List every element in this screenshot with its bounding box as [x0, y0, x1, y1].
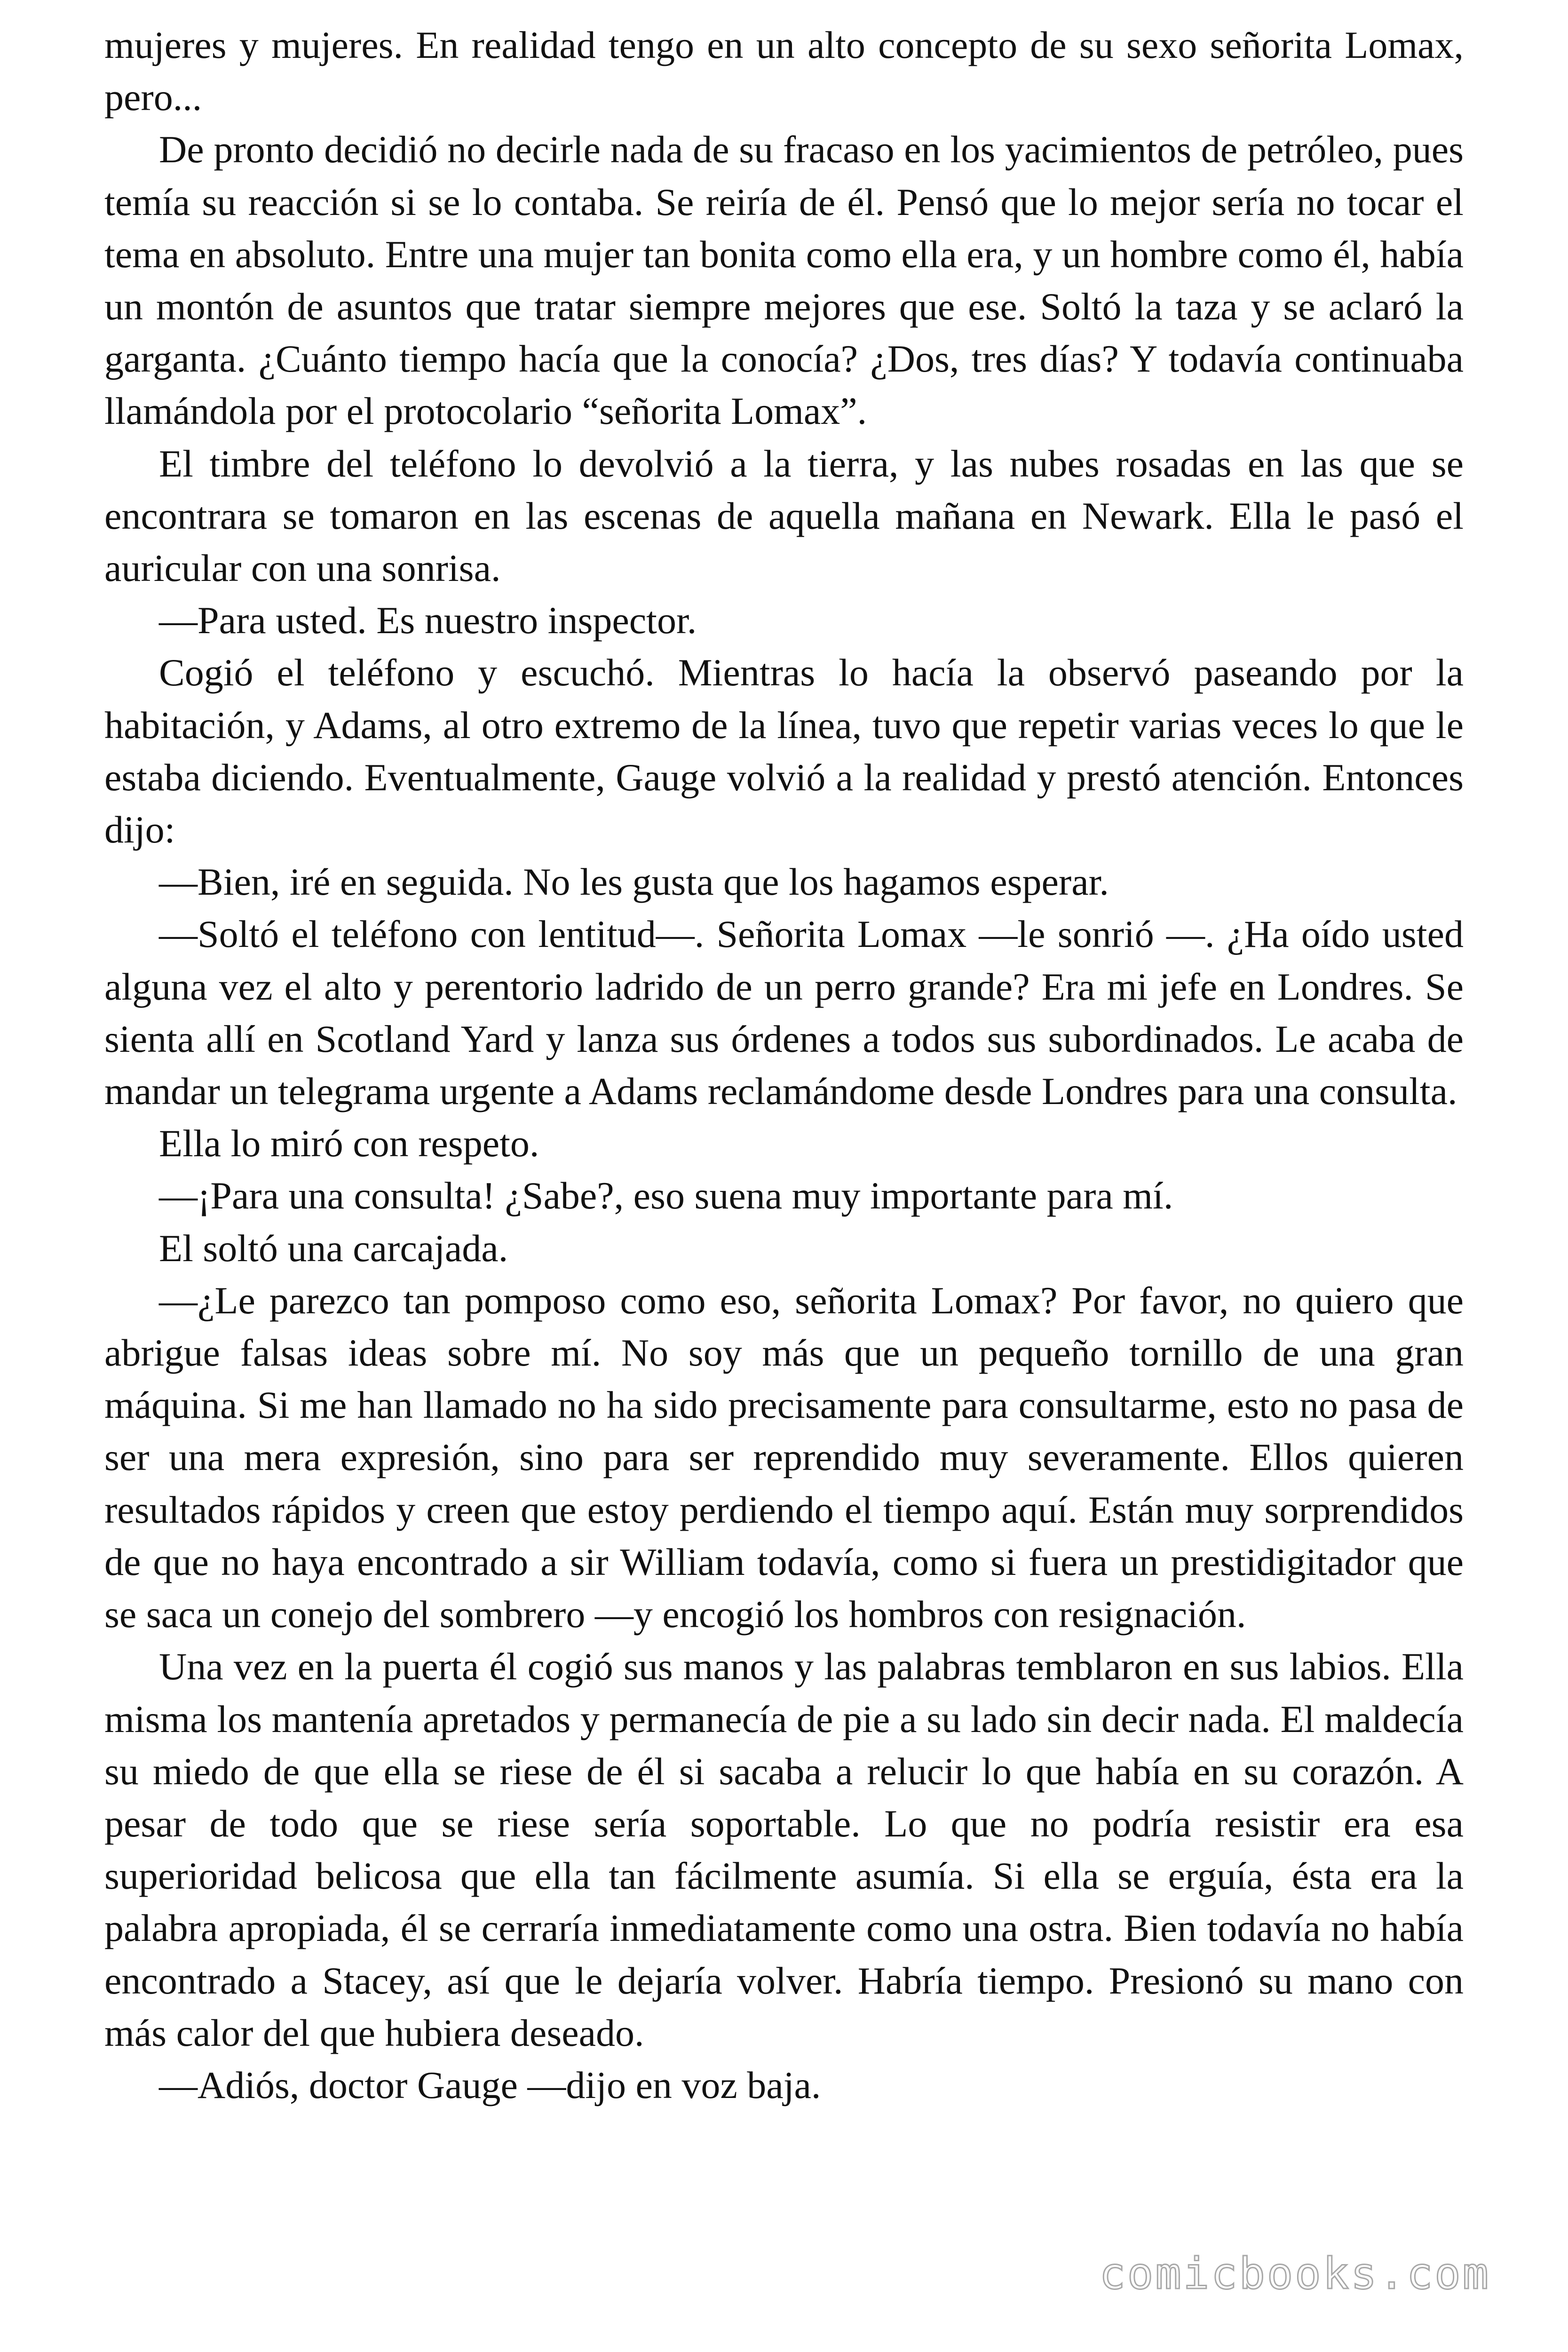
paragraph: El timbre del teléfono lo devolvió a la tierra, y las nubes rosadas en las que se encontrara se tomaron en las escenas de aquella mañana en Newark. Ella le pasó el auricular con una sonrisa.: [104, 442, 1464, 590]
paragraph: Cogió el teléfono y escuchó. Mientras lo hacía la observó paseando por la habitación, y Adams, al otro extremo de la línea, tuvo que repetir varias veces lo que le estaba diciendo. Eventualmente, Gauge volvió a la realidad y prestó atención. Entonces dijo:: [104, 651, 1464, 851]
dialogue-line: —Adiós, doctor Gauge —dijo en voz baja.: [159, 2063, 821, 2106]
paragraph: De pronto decidió no decirle nada de su fracaso en los yacimientos de petróleo, pues temía su reacción si se lo contaba. Se reiría de él. Pensó que lo mejor sería no tocar el tema en absoluto. Entre una mujer tan bonita como ella era, y un hombre como él, había un montón de asuntos que tratar siempre mejores que ese. Soltó la taza y se aclaró la garganta. ¿Cuánto tiempo hacía que la conocía? ¿Dos, tres días? Y todavía continuaba llamándola por el protocolario “señorita Lomax”.: [104, 128, 1464, 433]
paragraph: El soltó una carcajada.: [159, 1226, 508, 1270]
dialogue-line: —Para usted. Es nuestro inspector.: [159, 599, 697, 642]
dialogue-line: —Bien, iré en seguida. No les gusta que los hagamos esperar.: [159, 860, 1109, 904]
paragraph: Ella lo miró con respeto.: [159, 1122, 539, 1165]
paragraph: Una vez en la puerta él cogió sus manos y las palabras temblaron en sus labios. Ella misma los mantenía apretados y permanecía de pie a su lado sin decir nada. El maldecía su miedo de que ella se riese de él si sacaba a relucir lo que había en su corazón. A pesar de todo que se riese sería soportable. Lo que no podría resistir era esa superioridad belicosa que ella tan fácilmente asumía. Si ella se erguía, ésta era la palabra apropiada, él se cerraría inmediatamente como una ostra. Bien todavía no había encontrado a Stacey, así que le dejaría volver. Habría tiempo. Presionó su mano con más calor del que hubiera deseado.: [104, 1645, 1464, 2054]
dialogue-line: —Soltó el teléfono con lentitud—. Señorita Lomax —le sonrió —. ¿Ha oído usted alguna vez el alto y perentorio ladrido de un perro grande? Era mi jefe en Londres. Se sienta allí en Scotland Yard y lanza sus órdenes a todos sus subordinados. Le acaba de mandar un telegrama urgente a Adams reclamándome desde Londres para una consulta.: [104, 913, 1464, 1113]
watermark: comicbooks.com: [1099, 2249, 1490, 2299]
page-body: [104, 19, 1464, 2111]
paragraph-continuation: mujeres y mujeres. En realidad tengo en un alto concepto de su sexo señorita Lomax, pero...: [104, 24, 1464, 119]
dialogue-line: —¡Para una consulta! ¿Sabe?, eso suena muy importante para mí.: [159, 1174, 1173, 1217]
dialogue-line: —¿Le parezco tan pomposo como eso, señorita Lomax? Por favor, no quiero que abrigue falsas ideas sobre mí. No soy más que un pequeño tornillo de una gran máquina. Si me han llamado no ha sido precisamente para consultarme, esto no pasa de ser una mera expresión, sino para ser reprendido muy severamente. Ellos quieren resultados rápidos y creen que estoy perdiendo el tiempo aquí. Están muy sorprendidos de que no haya encontrado a sir William todavía, como si fuera un prestidigitador que se saca un conejo del sombrero —y encogió los hombros con resignación.: [104, 1279, 1464, 1636]
